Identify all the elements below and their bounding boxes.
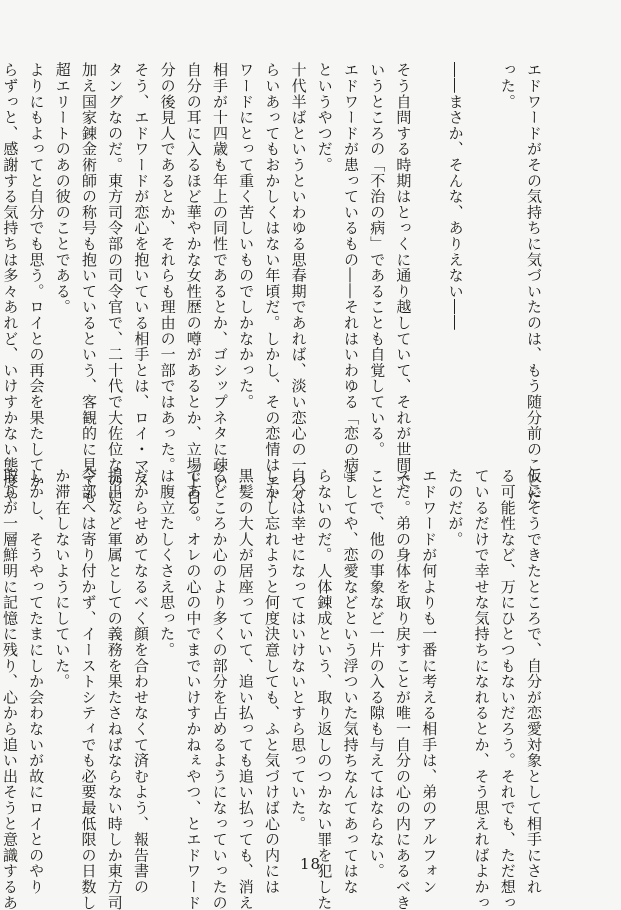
- paragraph-gap: [416, 62, 442, 457]
- text-line: というやつだ。: [315, 62, 334, 173]
- page-number: 18: [299, 855, 322, 873]
- text-line: エドワードが患っているもの――それはいわゆる「恋の病」: [341, 62, 360, 489]
- text-line: 令部へは寄り付かず、イーストシティでも必要最低限の日数し: [79, 468, 98, 910]
- text-line: エドワードが何よりも一番に考える相手は、弟のアルフォン: [420, 468, 439, 895]
- text-line: 加え国家錬金術師の称号も抱いているという、客観的に見ても: [79, 62, 98, 505]
- text-line: ているだけで幸せな気持ちになれるとか、そう思えればよかっ: [472, 468, 491, 910]
- text-line: 超エリートのあの彼のことである。: [53, 62, 72, 315]
- text-line: 黒髪の大人が居座っていて、追い払っても追い払っても、消え: [236, 468, 255, 910]
- text-line: スだ。弟の身体を取り戻すことが唯一自分の心の内にあるべき: [393, 468, 412, 910]
- text-line: 分の後見人であるとか、それらも理由の一部ではあった。: [158, 62, 177, 473]
- text-line: しかし忘れようと何度決意しても、ふと気づけば心の内には: [262, 468, 281, 895]
- text-line: った。: [498, 62, 517, 110]
- text-line: いうところの「不治の病」であることも自覚している。: [368, 62, 387, 457]
- text-line: 取りが一層鮮明に記憶に残り、心から追い出そうと意識するあ: [0, 468, 19, 910]
- text-line: ことで、他の事象など一片の入る隙も与えてはならない。: [367, 468, 386, 879]
- text-line: らいあってもおかしくはない年頃だ。しかし、その恋情はエド: [263, 62, 282, 505]
- text-line: るどころか心のより多くの部分を占めるようになっていったの: [210, 468, 229, 910]
- text-line: 提出など軍属としての義務を果たさねばならない時しか東方司: [105, 468, 124, 910]
- text-line: らずっと、感謝する気持ちは多々あれど、いけすかない態度や: [1, 62, 20, 505]
- text-line: 仮にそうできたところで、自分が恋愛対象として相手にされ: [525, 468, 543, 895]
- text-line: ましてや、恋愛などという浮ついた気持ちなんてあってはな: [341, 468, 360, 895]
- text-line: る可能性など、万にひとつもないだろう。それでも、ただ想っ: [498, 468, 517, 910]
- text-line: 自分の耳に入るほど華やかな女性歴の噂があるとか、立場上自: [184, 62, 203, 505]
- paragraph-gap: [469, 62, 495, 457]
- text-line: そう、エドワードが恋心を抱いている相手とは、ロイ・マス: [132, 62, 151, 489]
- text-line: ワードにとって重く苦しいものでしかなかった。: [237, 62, 256, 410]
- text-line: か滞在しないようにしていた。: [53, 468, 72, 690]
- text-line: 相手が十四歳も年上の同性であるとか、ゴシップネタに疎い: [210, 62, 229, 489]
- text-line: は腹立たしくさえ思った。: [158, 468, 177, 658]
- text-line: 十代半ばというといわゆる思春期であれば、淡い恋心の一つく: [289, 62, 308, 505]
- text-line: である。オレの心の中でまでいけすかねぇやつ、とエドワード: [184, 468, 203, 910]
- text-line: よりにもよってと自分でも思う。ロイとの再会を果たしてか: [27, 62, 46, 489]
- upper-text-block: [0, 62, 547, 505]
- text-line: エドワードがその気持ちに気づいたのは、もう随分前のことだ: [525, 62, 543, 505]
- text-line: タングなのだ。東方司令部の司令官で、二十代で大佐位なのに: [106, 62, 125, 505]
- text-line: しかし、そうやってたまにしか会わないが故にロイとのやり: [27, 468, 46, 895]
- text-line: ――まさか、そんな、ありえない――: [446, 62, 465, 331]
- text-line: 自分は幸せになってはいけないとすら思っていた。: [289, 468, 308, 832]
- text-line: たのだが。: [446, 468, 465, 547]
- text-line: そう自問する時期はとっくに通り越していて、それが世間で: [394, 62, 413, 489]
- text-line: らないのだ。人体錬成という、取り返しのつかない罪を犯した: [315, 468, 334, 910]
- text-line: だからせめてなるべく顔を合わせなくて済むよう、報告書の: [131, 468, 150, 895]
